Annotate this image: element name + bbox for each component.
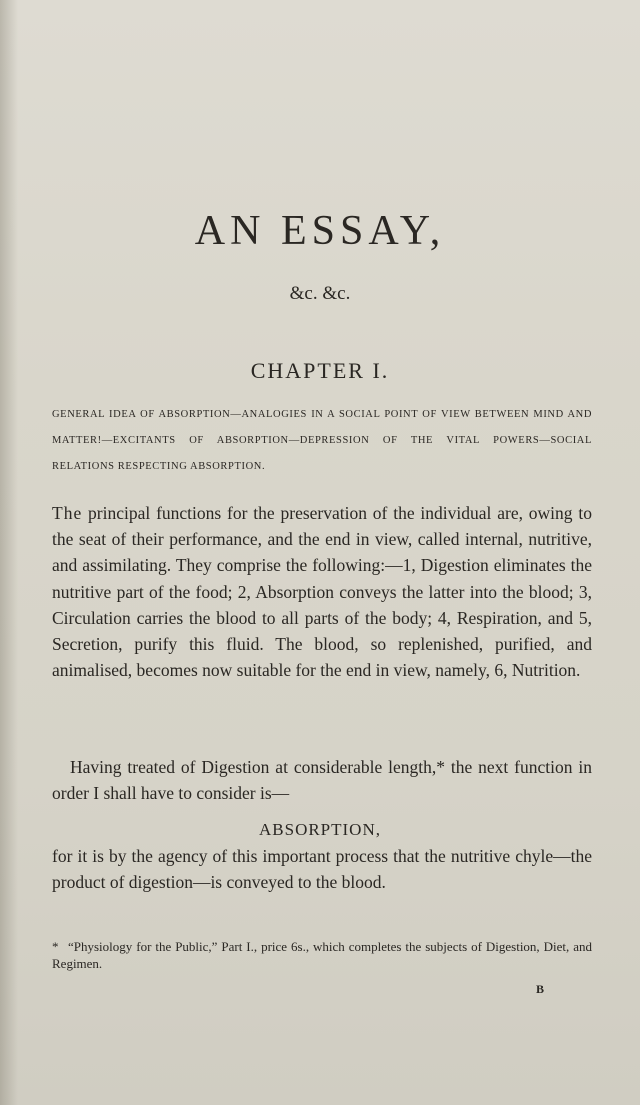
- paragraph-3: for it is by the agency of this important process that the nutritive chyle—the product of digestion—is conveyed to the blood.: [52, 846, 592, 893]
- chapter-summary: GENERAL IDEA OF ABSORPTION—ANALOGIES IN A SOCIAL POINT OF VIEW BETWEEN MIND AND MATTER!—EXCITANTS OF ABSORPTION—DEPRESSION OF THE VITAL POWERS—SOCIAL RELATIONS RESPECTING ABSORPTION.: [52, 409, 592, 472]
- paragraph-2: Having treated of Digestion at considerable length,* the next function in order I shall have to consider is—: [52, 757, 592, 804]
- footnote-text: “Physiology for the Public,” Part I., price 6s., which completes the subjects of Digestion, Diet, and Regimen.: [52, 939, 592, 971]
- footnote-mark: *: [52, 939, 59, 954]
- essay-title: AN ESSAY,: [194, 208, 446, 254]
- footnote: [52, 938, 592, 972]
- paragraph-1-text: principal functions for the preservation of the individual are, owing to the seat of their performance, and the end in view, called internal, nutritive, and assimilating. They comprise the following:—1, Digestion eliminates the nutritive part of the food; 2, Absorption conveys the latter into the blood; 3, Circulation carries the blood to all parts of the body; 4, Respiration, and 5, Secretion, purify this fluid. The blood, so replenished, purified, and animalised, becomes now suitable for the end in view, namely, 6, Nutrition.: [52, 503, 592, 681]
- section-heading: ABSORPTION,: [259, 820, 381, 839]
- page-gutter-shadow: [0, 0, 18, 1105]
- subtitle: &c. &c.: [289, 283, 351, 304]
- paragraph-1-first-word: The: [52, 503, 83, 523]
- chapter-heading: CHAPTER I.: [250, 358, 390, 383]
- paragraph-1: [52, 500, 592, 683]
- signature-mark: B: [535, 982, 544, 996]
